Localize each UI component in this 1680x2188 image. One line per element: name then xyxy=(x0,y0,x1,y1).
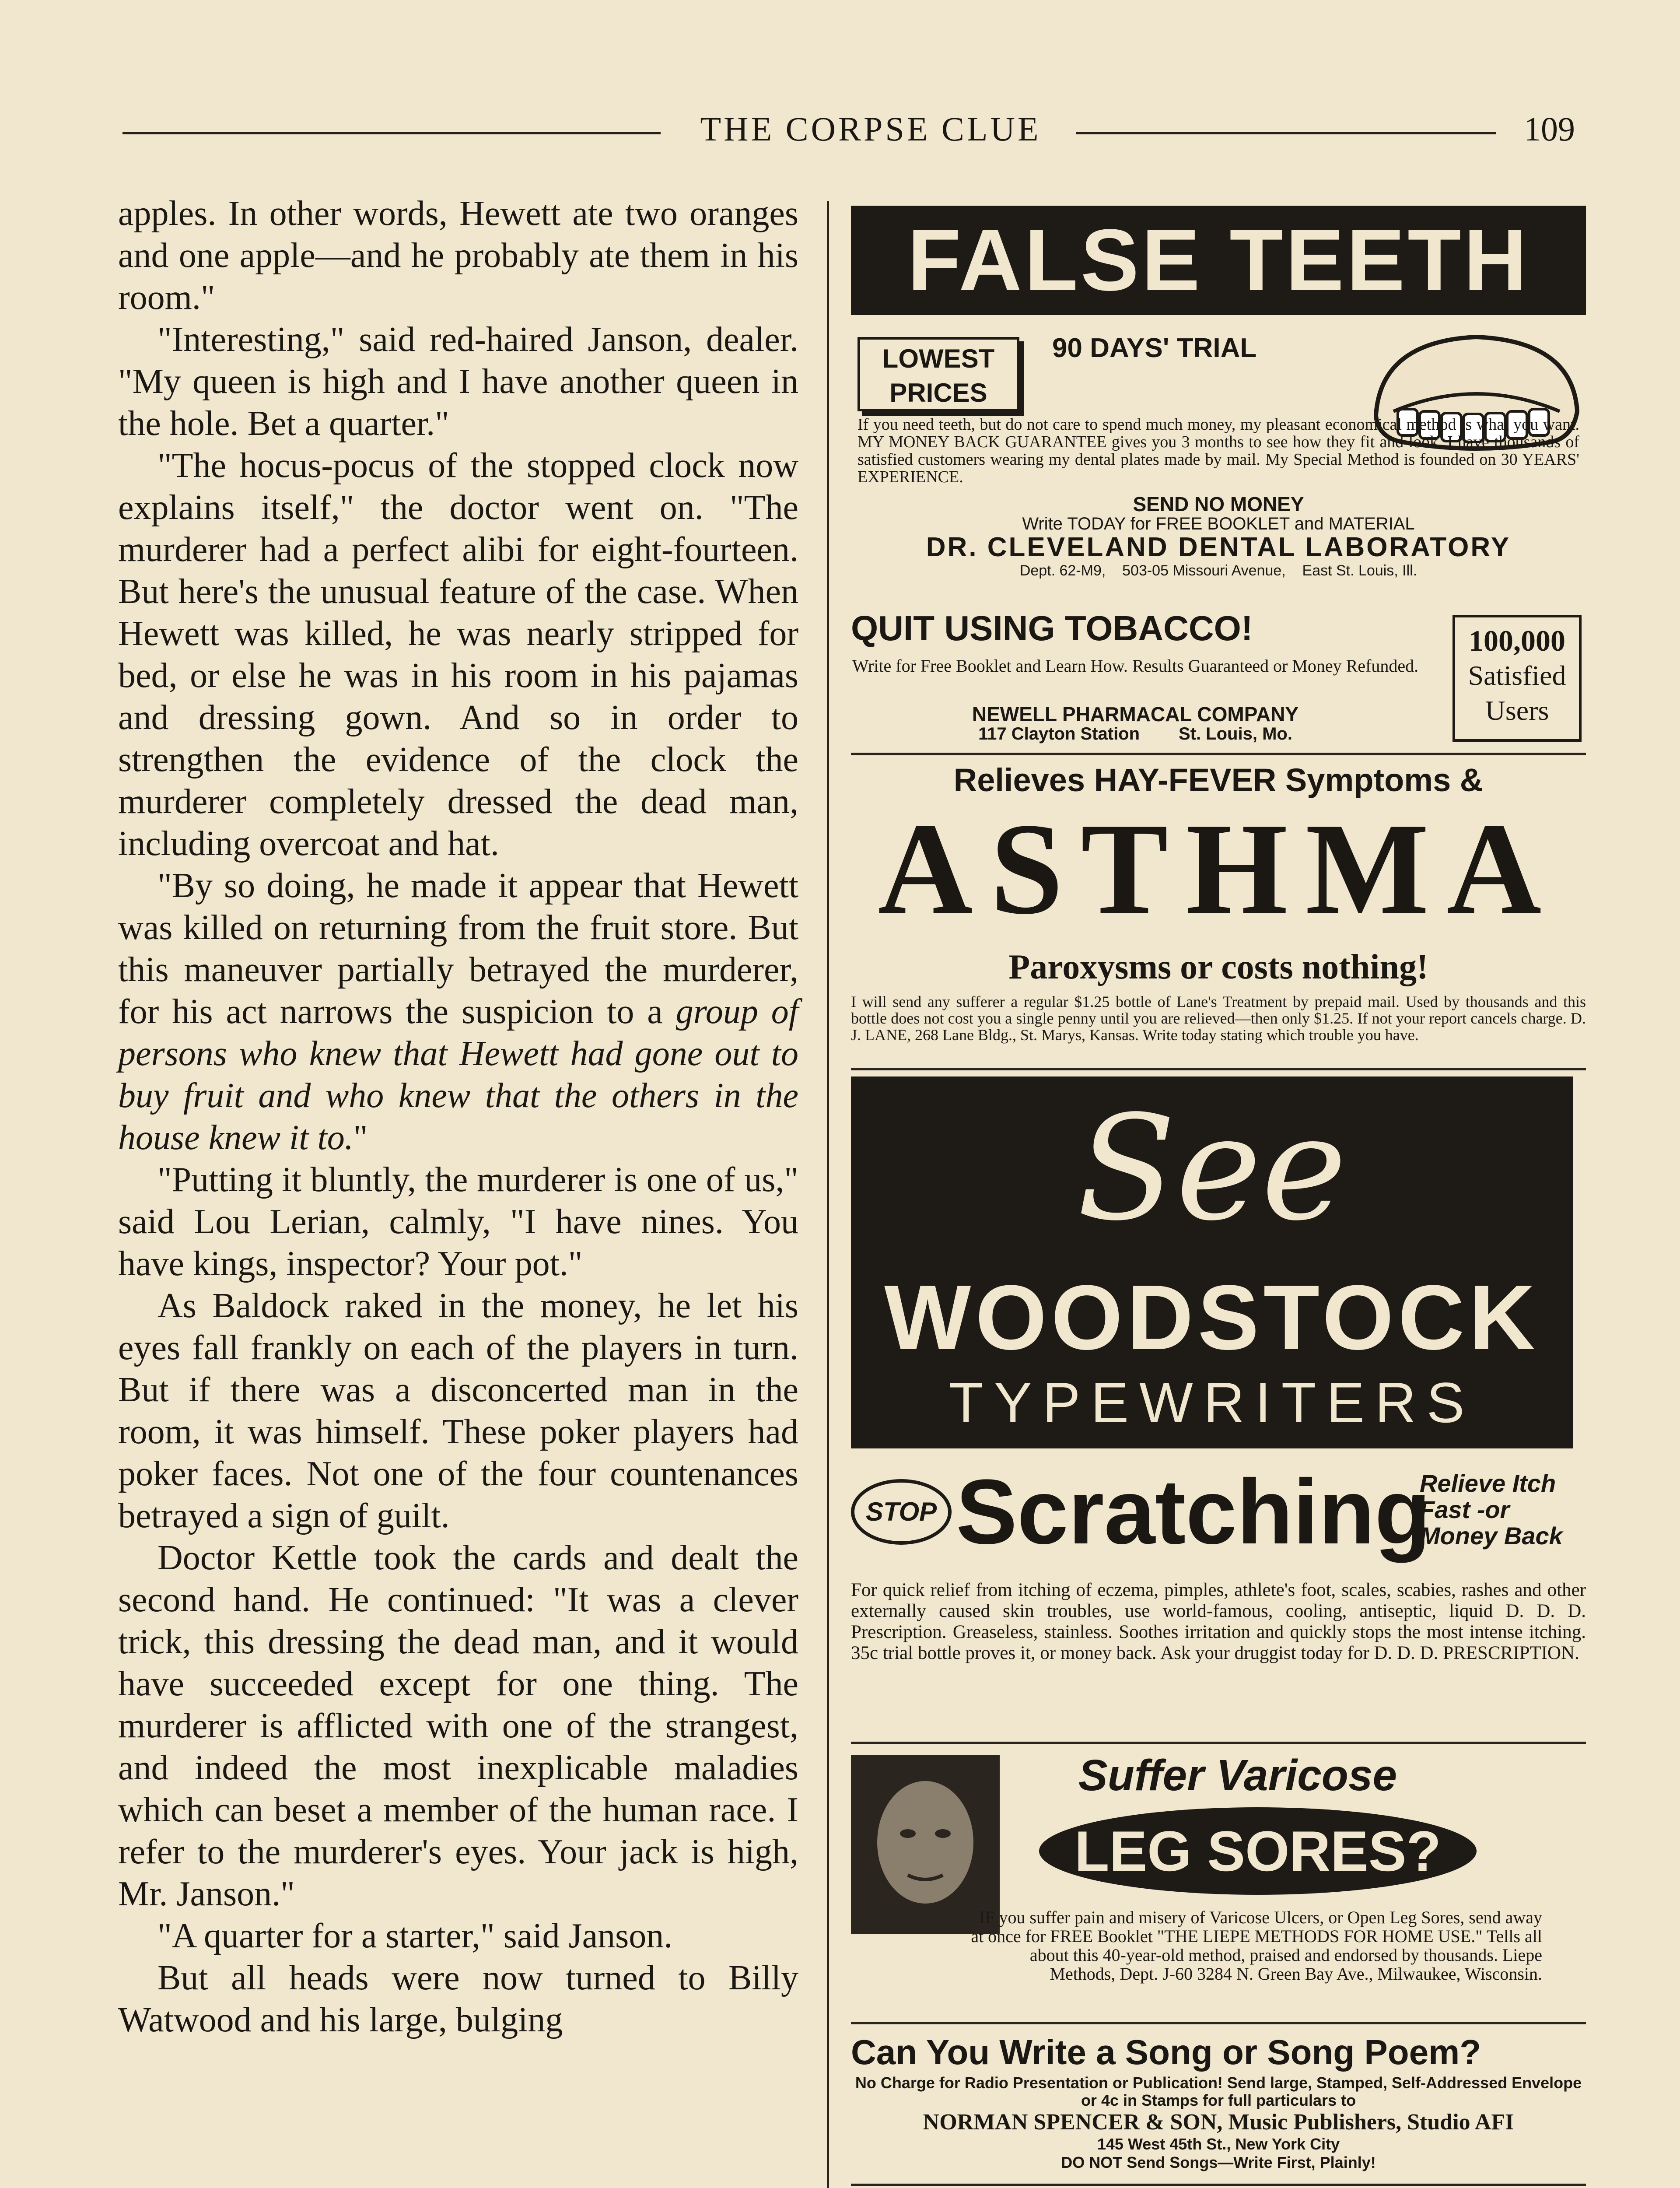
ad-tobacco-body: Write for Free Booklet and Learn How. Results Guaranteed or Money Refunded. xyxy=(852,656,1419,676)
ad-tobacco-address: 117 Clayton Station St. Louis, Mo. xyxy=(978,724,1292,743)
ad-legsores-body: IF you suffer pain and misery of Varicose Ulcers, or Open Leg Sores, send away at once for FREE Booklet "THE LIEPE METHODS FOR HOME USE." Tells all about this 40-year-old method, praised and endorsed by thousands. Liepe Methods, Dept. J-60 3284 N. Green Bay Ave., Milwaukee, Wisconsin. xyxy=(971,1907,1542,1984)
story-text: "By so doing, he made it appear that Hewett was killed on returning from the fruit store. But this maneuver partially betrayed the murderer, for his act narrows the suspicion to a xyxy=(118,866,798,1031)
ad-tobacco-badge-text: Satisfied Users xyxy=(1468,660,1566,726)
ad-woodstock-product: TYPEWRITERS xyxy=(948,1371,1475,1434)
ad-song-body: No Charge for Radio Presentation or Publication! Send large, Stamped, Self-Addressed Envelope or 4c in Stamps for full particulars to xyxy=(855,2074,1582,2109)
story-paragraph: But all heads were now turned to Billy Watwood and his large, bulging xyxy=(118,1959,798,2039)
face-icon xyxy=(851,1755,1000,1934)
ad-teeth-headline: FALSE TEETH xyxy=(851,206,1586,315)
ad-woodstock-brand: WOODSTOCK xyxy=(884,1266,1540,1369)
story-paragraph xyxy=(118,865,798,1159)
ad-teeth-trial: 90 DAYS' TRIAL xyxy=(1052,333,1257,363)
story-italic-text: group of persons who knew that Hewett had gone out to buy fruit and who knew that the others in the house knew it to. xyxy=(118,992,799,1157)
ad-leg-sores xyxy=(851,1750,1586,2024)
ad-song-note: DO NOT Send Songs—Write First, Plainly! xyxy=(1061,2153,1376,2171)
ad-teeth-lab: DR. CLEVELAND DENTAL LABORATORY xyxy=(926,532,1511,562)
ad-tobacco xyxy=(851,608,1586,755)
ad-teeth-send: SEND NO MONEY xyxy=(1133,493,1304,515)
ad-teeth-price-badge: LOWEST PRICES xyxy=(858,337,1019,411)
story-column xyxy=(118,193,798,2041)
ad-teeth-address: Dept. 62-M9, 503-05 Missouri Avenue, East St. Louis, Ill. xyxy=(1019,562,1418,579)
story-paragraph: Doctor Kettle took the cards and dealt the second hand. He continued: "It was a clever trick, this dressing the dead man, and it would have succeeded except for one thing. The murderer is afflicted with one of the strangest, and indeed the most inexplicable maladies which can beset a member of the human race. I refer to the murderer's eyes. Your jack is high, Mr. Janson." xyxy=(118,1539,798,1913)
ad-song-address: 145 West 45th St., New York City xyxy=(1097,2135,1340,2153)
ad-scratching xyxy=(851,1462,1586,1744)
man-portrait-image xyxy=(851,1755,1000,1934)
ad-asthma-top: Relieves HAY-FEVER Symptoms & xyxy=(953,762,1484,798)
story-paragraph: "Putting it bluntly, the murderer is one of us," said Lou Lerian, calmly, "I have nines. You have kings, inspector? Your pot." xyxy=(118,1161,798,1283)
ad-tobacco-company: NEWELL PHARMACAL COMPANY xyxy=(972,703,1299,726)
ad-tobacco-headline: QUIT USING TOBACCO! xyxy=(851,609,1253,648)
header-rule-right xyxy=(1076,132,1496,134)
ad-song-company: NORMAN SPENCER & SON, Music Publishers, Studio AFI xyxy=(923,2110,1514,2135)
ad-teeth-body: If you need teeth, but do not care to spend much money, my pleasant economical method is what you want. MY MONEY BACK GUARANTEE gives you 3 months to see how they fit and look. I have thousands of satisfied customers wearing my dental plates made by mail. My Special Method is founded on 30 YEARS' EXPERIENCE. xyxy=(858,415,1579,486)
ad-song-headline: Can You Write a Song or Song Poem? xyxy=(851,2033,1481,2072)
header-rule-left xyxy=(122,132,661,134)
ad-scratching-side: Relieve Itch Fast -or Money Back xyxy=(1420,1469,1563,1550)
story-paragraph: apples. In other words, Hewett ate two oranges and one apple—and he probably ate them in his room." xyxy=(118,194,798,317)
column-divider xyxy=(827,201,829,2188)
ad-asthma-sub: Paroxysms or costs nothing! xyxy=(1008,948,1428,986)
ad-woodstock-see: See xyxy=(1077,1084,1347,1252)
ad-asthma-body: I will send any sufferer a regular $1.25 bottle of Lane's Treatment by prepaid mail. Used by thousands and this bottle does not cost you a single penny until you are relieved—then only $1.25. If not your report cancels charge. D. J. LANE, 268 Lane Bldg., St. Marys, Kansas. Write today stating which trouble you have. xyxy=(851,993,1586,1044)
story-paragraph: "A quarter for a starter," said Janson. xyxy=(158,1917,673,1955)
ad-tobacco-users-badge xyxy=(1452,615,1582,742)
ad-legsores-top: Suffer Varicose xyxy=(1078,1751,1397,1800)
story-paragraph: As Baldock raked in the money, he let his eyes fall frankly on each of the players in turn. But if there was a disconcerted man in the room, it was himself. These poker players had poker faces. Not one of the four countenances betrayed a sign of guilt. xyxy=(118,1287,798,1535)
ad-scratching-stop-badge: STOP xyxy=(851,1479,952,1545)
story-paragraph: "Interesting," said red-haired Janson, dealer. "My queen is high and I have another queen in the hole. Bet a quarter." xyxy=(118,320,798,443)
ad-teeth-write: Write TODAY for FREE BOOKLET and MATERIAL xyxy=(1022,514,1415,533)
ad-woodstock xyxy=(851,1076,1573,1448)
page-number: 109 xyxy=(1524,110,1575,148)
ad-scratching-body: For quick relief from itching of eczema, pimples, athlete's foot, scales, scabies, rashes and other externally caused skin troubles, use world-famous, cooling, antiseptic, liquid D. D. D. Prescription. Greaseless, stainless. Soothes irritation and quickly stops the most intense itching. 35c trial bottle proves it, or money back. Ask your druggist today for D. D. D. PRESCRIPTION. xyxy=(851,1580,1586,1663)
story-text: " xyxy=(353,1119,368,1157)
ad-legsores-headline: LEG SORES? xyxy=(1039,1807,1477,1895)
running-header xyxy=(122,109,1575,158)
ad-tobacco-badge-number: 100,000 xyxy=(1469,624,1565,657)
ad-scratching-headline: Scratching xyxy=(956,1460,1431,1563)
story-paragraph: "The hocus-pocus of the stopped clock now explains itself," the doctor went on. "The murderer had a perfect alibi for eight-fourteen. But here's the unusual feature of the case. When Hewett was killed, he was nearly stripped for bed, or else he was in his room in his pajamas and dressing gown. And so in order to strengthen the evidence of the clock the murderer completely dressed the dead man, including overcoat and hat. xyxy=(118,446,798,863)
ad-asthma xyxy=(851,761,1586,1070)
header-title: THE CORPSE CLUE xyxy=(700,110,1041,148)
ad-asthma-headline: ASTHMA xyxy=(878,796,1559,941)
ad-song-poem xyxy=(851,2030,1586,2186)
ad-false-teeth xyxy=(851,206,1586,578)
